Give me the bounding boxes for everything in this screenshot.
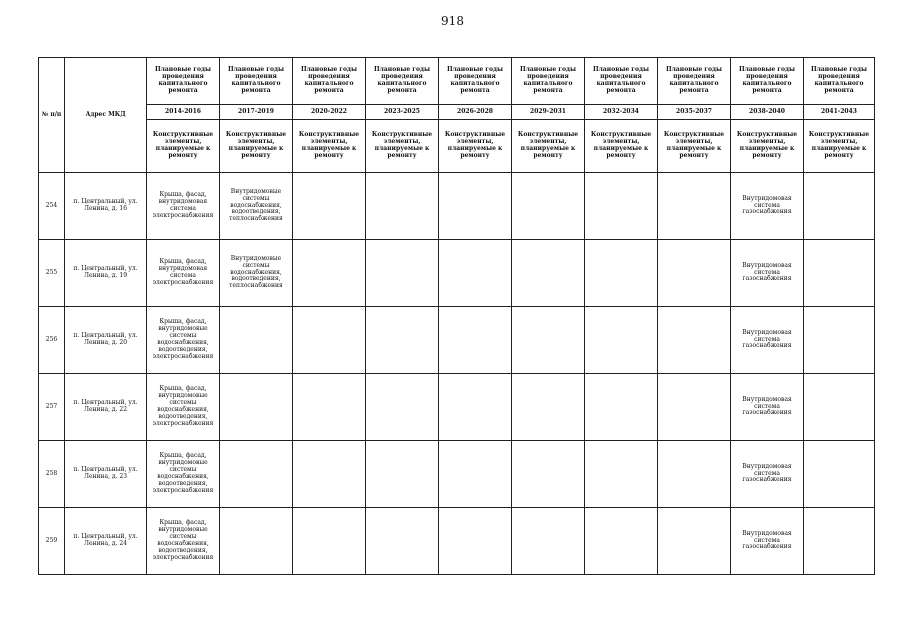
row-period-empty	[804, 307, 875, 374]
row-num: 255	[39, 240, 65, 307]
header-year: 2026-2028	[439, 105, 512, 120]
header-elements: Конструктивные элементы, планируемые к ремонту	[293, 120, 366, 173]
row-address: п. Центральный, ул. Ленина, д. 20	[65, 307, 147, 374]
row-period-empty	[366, 173, 439, 240]
row-period-empty	[512, 240, 585, 307]
header-year: 2014-2016	[147, 105, 220, 120]
row-period-empty	[366, 441, 439, 508]
row-address: п. Центральный, ул. Ленина, д. 19	[65, 240, 147, 307]
header-period-title: Плановые годы проведения капитального ремонта	[512, 58, 585, 105]
row-period-empty	[658, 374, 731, 441]
row-period-empty	[585, 173, 658, 240]
header-period-title: Плановые годы проведения капитального ремонта	[220, 58, 293, 105]
row-period-2017: Внутридомовые системы водоснабжения, водоотведения, теплоснабжения	[220, 173, 293, 240]
row-period-empty	[804, 374, 875, 441]
row-period-empty	[512, 441, 585, 508]
row-address: п. Центральный, ул. Ленина, д. 24	[65, 508, 147, 575]
row-period-empty	[658, 307, 731, 374]
table-row	[39, 508, 875, 575]
row-period-2017	[220, 508, 293, 575]
header-num: № п/п	[39, 58, 65, 173]
table-row	[39, 441, 875, 508]
row-period-empty	[439, 441, 512, 508]
header-year: 2023-2025	[366, 105, 439, 120]
header-address: Адрес МКД	[65, 58, 147, 173]
row-period-2017	[220, 307, 293, 374]
row-period-empty	[585, 441, 658, 508]
header-year: 2020-2022	[293, 105, 366, 120]
header-year: 2035-2037	[658, 105, 731, 120]
header-period-title: Плановые годы проведения капитального ремонта	[147, 58, 220, 105]
row-period-empty	[585, 307, 658, 374]
row-period-2014: Крыша, фасад, внутридомовая система электроснабжения	[147, 240, 220, 307]
row-period-2038: Внутридомовая система газоснабжения	[731, 441, 804, 508]
header-elements: Конструктивные элементы, планируемые к ремонту	[147, 120, 220, 173]
row-period-empty	[585, 240, 658, 307]
row-period-2038: Внутридомовая система газоснабжения	[731, 173, 804, 240]
row-period-2014: Крыша, фасад, внутридомовые системы водоснабжения, водоотведения, электроснабжения	[147, 508, 220, 575]
header-year: 2041-2043	[804, 105, 875, 120]
header-elements: Конструктивные элементы, планируемые к ремонту	[731, 120, 804, 173]
header-period-title: Плановые годы проведения капитального ремонта	[658, 58, 731, 105]
row-num: 254	[39, 173, 65, 240]
header-row-years	[39, 105, 875, 120]
row-num: 259	[39, 508, 65, 575]
row-period-empty	[804, 173, 875, 240]
row-period-empty	[585, 508, 658, 575]
row-period-2038: Внутридомовая система газоснабжения	[731, 240, 804, 307]
row-period-empty	[366, 240, 439, 307]
row-period-empty	[658, 441, 731, 508]
header-elements: Конструктивные элементы, планируемые к ремонту	[804, 120, 875, 173]
row-num: 257	[39, 374, 65, 441]
header-year: 2017-2019	[220, 105, 293, 120]
row-num: 258	[39, 441, 65, 508]
row-period-empty	[512, 508, 585, 575]
header-period-title: Плановые годы проведения капитального ремонта	[804, 58, 875, 105]
row-period-empty	[439, 374, 512, 441]
header-elements: Конструктивные элементы, планируемые к ремонту	[585, 120, 658, 173]
row-period-2017: Внутридомовые системы водоснабжения, водоотведения, теплоснабжения	[220, 240, 293, 307]
row-period-empty	[439, 307, 512, 374]
header-year: 2032-2034	[585, 105, 658, 120]
header-period-title: Плановые годы проведения капитального ремонта	[585, 58, 658, 105]
row-period-empty	[293, 173, 366, 240]
row-period-empty	[366, 374, 439, 441]
table-row	[39, 240, 875, 307]
row-period-empty	[366, 508, 439, 575]
row-period-2014: Крыша, фасад, внутридомовые системы водоснабжения, водоотведения, электроснабжения	[147, 441, 220, 508]
row-period-empty	[804, 508, 875, 575]
row-address: п. Центральный, ул. Ленина, д. 22	[65, 374, 147, 441]
row-period-2038: Внутридомовая система газоснабжения	[731, 374, 804, 441]
row-period-empty	[293, 240, 366, 307]
row-period-empty	[804, 441, 875, 508]
row-address: п. Центральный, ул. Ленина, д. 23	[65, 441, 147, 508]
row-period-empty	[293, 508, 366, 575]
header-elements: Конструктивные элементы, планируемые к ремонту	[220, 120, 293, 173]
header-year: 2029-2031	[512, 105, 585, 120]
row-period-empty	[658, 173, 731, 240]
header-period-title: Плановые годы проведения капитального ремонта	[366, 58, 439, 105]
row-period-2014: Крыша, фасад, внутридомовые системы водоснабжения, водоотведения, электроснабжения	[147, 374, 220, 441]
header-period-title: Плановые годы проведения капитального ремонта	[293, 58, 366, 105]
row-period-empty	[658, 508, 731, 575]
row-period-2014: Крыша, фасад, внутридомовая система электроснабжения	[147, 173, 220, 240]
row-address: п. Центральный, ул. Ленина, д. 16	[65, 173, 147, 240]
row-period-empty	[293, 441, 366, 508]
table-row	[39, 307, 875, 374]
page-number: 918	[441, 14, 464, 28]
header-elements: Конструктивные элементы, планируемые к ремонту	[366, 120, 439, 173]
row-period-empty	[804, 240, 875, 307]
row-period-empty	[658, 240, 731, 307]
header-row-elements	[39, 120, 875, 173]
row-period-empty	[439, 508, 512, 575]
header-elements: Конструктивные элементы, планируемые к ремонту	[658, 120, 731, 173]
row-period-empty	[293, 307, 366, 374]
header-elements: Конструктивные элементы, планируемые к ремонту	[512, 120, 585, 173]
row-period-2017	[220, 374, 293, 441]
row-num: 256	[39, 307, 65, 374]
row-period-empty	[512, 307, 585, 374]
row-period-2014: Крыша, фасад, внутридомовые системы водоснабжения, водоотведения, электроснабжения	[147, 307, 220, 374]
row-period-empty	[512, 173, 585, 240]
header-period-title: Плановые годы проведения капитального ремонта	[439, 58, 512, 105]
header-elements: Конструктивные элементы, планируемые к ремонту	[439, 120, 512, 173]
row-period-empty	[512, 374, 585, 441]
table-row	[39, 374, 875, 441]
row-period-2038: Внутридомовая система газоснабжения	[731, 508, 804, 575]
row-period-empty	[439, 173, 512, 240]
row-period-empty	[366, 307, 439, 374]
capital-repair-table	[38, 57, 875, 575]
header-row-titles	[39, 58, 875, 105]
table-row	[39, 173, 875, 240]
row-period-2038: Внутридомовая система газоснабжения	[731, 307, 804, 374]
row-period-empty	[585, 374, 658, 441]
header-period-title: Плановые годы проведения капитального ремонта	[731, 58, 804, 105]
row-period-empty	[293, 374, 366, 441]
row-period-empty	[439, 240, 512, 307]
row-period-2017	[220, 441, 293, 508]
header-year: 2038-2040	[731, 105, 804, 120]
